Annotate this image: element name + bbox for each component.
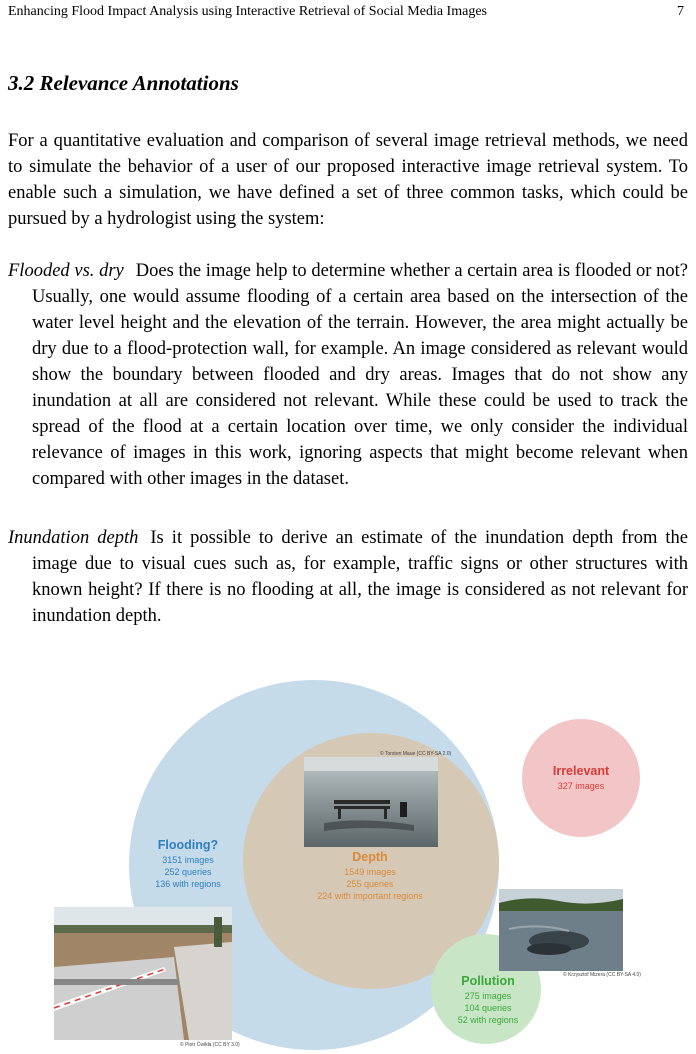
- relevance-diagram: [0, 670, 696, 1054]
- pollution-queries: 104 queries: [464, 1003, 512, 1013]
- task-description: Is it possible to derive an estimate of the inundation depth from the image due to visual cues such as, for example, traffic signs or other structures with known height? If there is no flooding at all, the image is considered as not relevant for inundation depth.: [32, 528, 688, 626]
- depth-regions: 224 with important regions: [317, 891, 423, 901]
- depth-images: 1549 images: [344, 867, 396, 877]
- task-flooded-vs-dry: [8, 258, 688, 492]
- flooding-label: [138, 838, 238, 890]
- bench-photo-credit: © Torsten Maue (CC BY-SA 2.0): [380, 751, 452, 757]
- depth-title: Depth: [352, 850, 388, 864]
- depth-queries: 255 queries: [346, 879, 394, 889]
- task-description: Does the image help to determine whether a certain area is flooded or not? Usually, one would assume flooding of a certain area based on the intersection of the water level height and the elevation of the terrain. However, the area might actually be dry due to a flood-protection wall, for example. An image considered as relevant would show the boundary between flooded and dry areas. Images that do not show any inundation at all are considered not relevant. While these could be used to track the spread of the flood at a certain location over time, we only consider the individual relevance of images in this work, ignoring aspects that might become relevant when compared with other images in the dataset.: [32, 261, 688, 489]
- riverside-wall-photo: [54, 907, 232, 1040]
- pollution-title: Pollution: [461, 974, 515, 988]
- depth-label: [300, 850, 440, 902]
- flooding-title: Flooding?: [157, 838, 219, 852]
- irrelevant-label: [531, 764, 631, 792]
- pollution-photo-credit: © Krzysztof Mizera (CC BY-SA 4.0): [563, 972, 641, 978]
- task-term: Flooded vs. dry: [8, 261, 124, 281]
- running-head: [8, 4, 684, 20]
- irrelevant-title: Irrelevant: [552, 764, 610, 778]
- irrelevant-images: 327 images: [557, 781, 605, 791]
- flooding-images: 3151 images: [162, 855, 214, 865]
- pollution-regions: 52 with regions: [457, 1015, 519, 1025]
- section-title: 3.2 Relevance Annotations: [8, 71, 239, 95]
- task-term: Inundation depth: [8, 528, 139, 548]
- task-inundation-depth: [8, 525, 688, 629]
- pollution-photo: [499, 889, 623, 971]
- flooding-queries: 252 queries: [164, 867, 212, 877]
- pollution-images: 275 images: [464, 991, 512, 1001]
- page-number: 7: [677, 4, 684, 19]
- riverside-photo-credit: © Piotr Ćwikła (CC BY 3.0): [180, 1042, 240, 1048]
- pollution-label: [438, 974, 538, 1026]
- flooding-regions: 136 with regions: [155, 879, 221, 889]
- flooded-bench-photo: [304, 757, 438, 847]
- intro-paragraph: For a quantitative evaluation and comparison of several image retrieval methods, we need to simulate the behavior of a user of our proposed interactive image retrieval system. To enable such a simulation, we have defined a set of three common tasks, which could be pursued by a hydrologist using the system:: [8, 131, 688, 229]
- running-title: Enhancing Flood Impact Analysis using Interactive Retrieval of Social Media Images: [8, 4, 487, 19]
